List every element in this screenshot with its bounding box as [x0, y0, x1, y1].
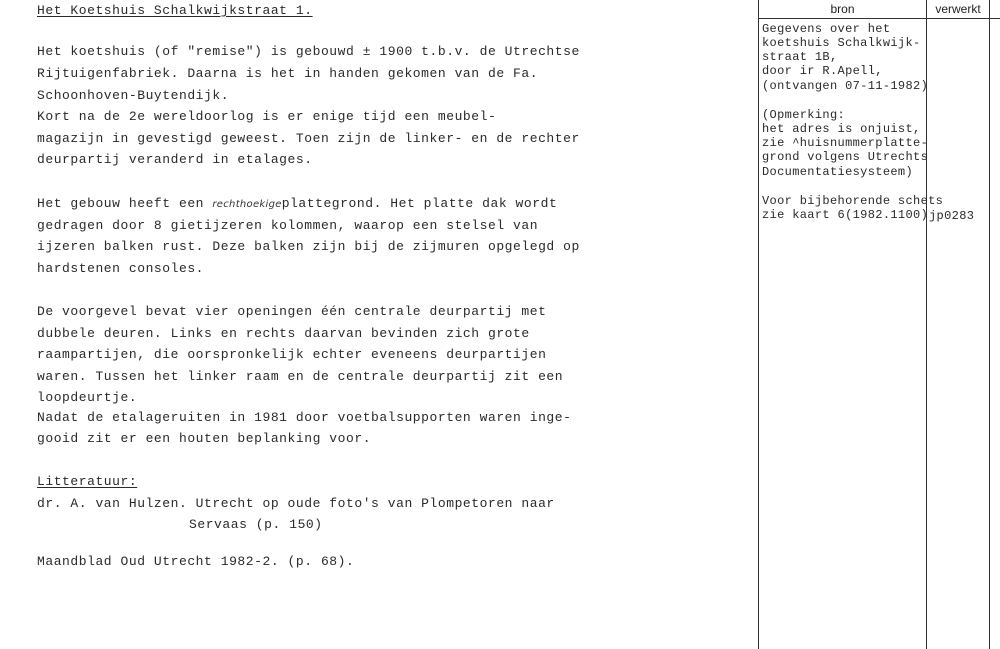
- document-title: Het Koetshuis Schalkwijkstraat 1.: [37, 3, 313, 18]
- text-line: gedragen door 8 gietijzeren kolommen, waarop een stelsel van: [37, 218, 539, 233]
- text-line: deurpartij veranderd in etalages.: [37, 152, 313, 167]
- bron-column-rule: [758, 0, 759, 649]
- bron-line: (ontvangen 07-11-1982): [762, 79, 929, 93]
- bron-line: straat 1B,: [762, 50, 838, 64]
- text-line: Schoonhoven-Buytendijk.: [37, 88, 230, 103]
- literature-entry: Maandblad Oud Utrecht 1982-2. (p. 68).: [37, 554, 355, 569]
- text-line: gooid zit er een houten beplanking voor.: [37, 431, 372, 446]
- text-fragment: Het gebouw heeft een: [37, 196, 213, 211]
- bron-header: bron: [830, 2, 855, 16]
- header-rule: [758, 18, 1000, 19]
- text-line: Kort na de 2e wereldoorlog is er enige tijd een meubel-: [37, 109, 497, 124]
- bron-line: zie ^huisnummerplatte-: [762, 136, 929, 150]
- text-line: hardstenen consoles.: [37, 261, 205, 276]
- verwerkt-code: jp0283: [929, 209, 975, 223]
- text-line: Nadat de etalageruiten in 1981 door voetbalsupporten waren inge-: [37, 410, 572, 425]
- bron-line: door ir R.Apell,: [762, 64, 883, 78]
- literature-entry: dr. A. van Hulzen. Utrecht op oude foto's van Plompetoren naar: [37, 496, 555, 511]
- text-line: Rijtuigenfabriek. Daarna is het in handen gekomen van de Fa.: [37, 66, 539, 81]
- bron-line: Voor bijbehorende schets: [762, 194, 944, 208]
- bron-line: Documentatiesysteem): [762, 165, 914, 179]
- text-line: loopdeurtje.: [37, 390, 138, 405]
- text-line: ijzeren balken rust. Deze balken zijn bij de zijmuren opgelegd op: [37, 239, 580, 254]
- bron-line: zie kaart 6(1982.1100): [762, 208, 929, 222]
- literature-heading: Litteratuur:: [37, 474, 138, 489]
- text-line: dubbele deuren. Links en rechts daarvan bevinden zich grote: [37, 326, 530, 341]
- text-line: [37, 196, 557, 213]
- text-fragment: plattegrond. Het platte dak wordt: [281, 196, 558, 211]
- bron-line: grond volgens Utrechts: [762, 150, 929, 164]
- text-line: Het koetshuis (of "remise") is gebouwd ± 1900 t.b.v. de Utrechtse: [37, 44, 580, 59]
- verwerkt-column-rule: [926, 0, 927, 649]
- bron-line: Gegevens over het: [762, 22, 891, 36]
- verwerkt-header: verwerkt: [935, 2, 981, 16]
- literature-entry-continuation: Servaas (p. 150): [189, 517, 323, 532]
- text-line: waren. Tussen het linker raam en de centrale deurpartij zit een: [37, 369, 564, 384]
- bron-line: koetshuis Schalkwijk-: [762, 36, 921, 50]
- text-line: De voorgevel bevat vier openingen één centrale deurpartij met: [37, 304, 547, 319]
- bron-line: het adres is onjuist,: [762, 122, 921, 136]
- handwritten-insertion: rechthoekige: [212, 199, 282, 210]
- right-edge-rule: [989, 0, 990, 649]
- text-line: magazijn in gevestigd geweest. Toen zijn de linker- en de rechter: [37, 131, 580, 146]
- bron-line: (Opmerking:: [762, 108, 846, 122]
- text-line: raampartijen, die oorspronkelijk echter eveneens deurpartijen: [37, 347, 547, 362]
